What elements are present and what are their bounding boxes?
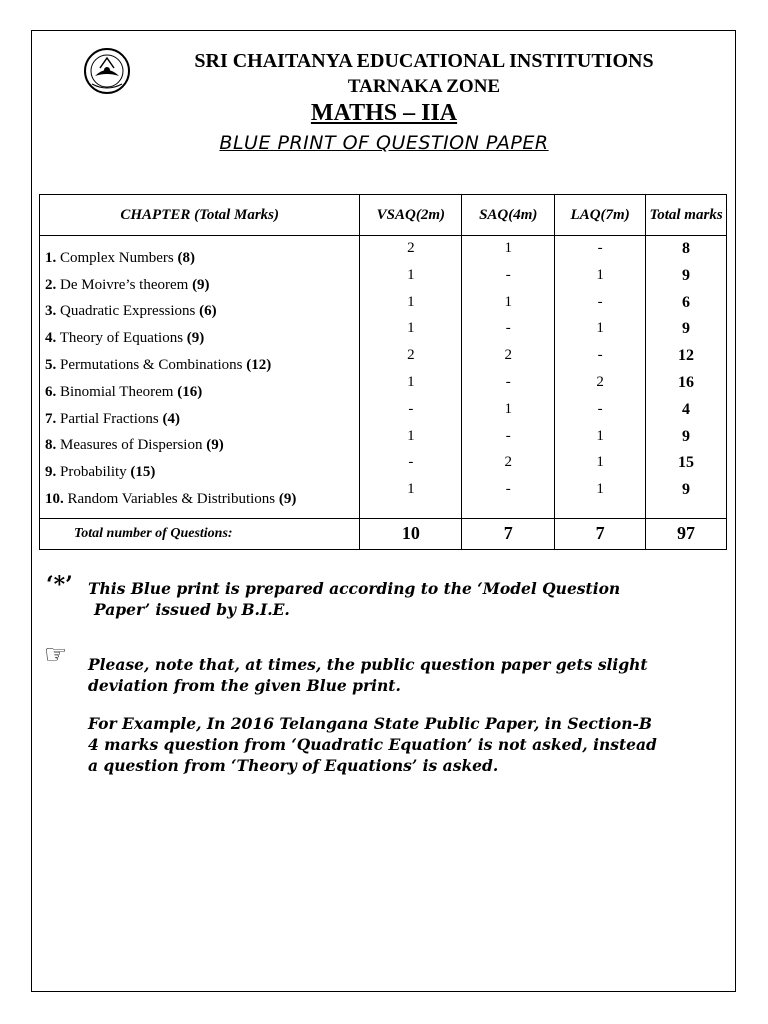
total-marks-cell: 9 [646,481,727,508]
chapter-name: Theory of Equations [56,330,187,347]
note-1-line-2: Paper’ issued by B.I.E. [94,600,290,619]
chapter-number: 10. [45,490,64,507]
vsaq-cell: - [360,401,462,428]
laq-cell: 1 [555,428,646,455]
table-row [40,236,727,267]
chapter-cell [40,454,360,481]
vsaq-header: VSAQ(2m) [360,195,462,236]
total-marks: 97 [646,518,727,549]
chapter-name: Partial Fractions [56,410,163,427]
blueprint-table [39,194,727,550]
total-marks-header: Total marks [646,195,727,236]
chapter-name: Complex Numbers [56,249,178,266]
table-row [40,267,727,294]
chapter-cell [40,428,360,455]
institution-name: SRI CHAITANYA EDUCATIONAL INSTITUTIONS [194,50,654,72]
total-vsaq: 10 [360,518,462,549]
note-2 [88,654,648,696]
saq-cell: 1 [462,294,555,321]
chapter-marks: (9) [206,437,224,454]
saq-header: SAQ(4m) [462,195,555,236]
chapter-marks: (9) [278,490,297,507]
saq-cell: 2 [462,454,555,481]
chapter-marks: (12) [246,356,272,373]
vsaq-cell: 2 [360,236,462,267]
total-marks-cell: 9 [646,267,727,294]
chapter-marks: (6) [199,303,217,320]
vsaq-cell: 1 [360,428,462,455]
laq-cell: - [555,294,646,321]
total-marks-cell: 8 [646,236,727,267]
chapter-number: 1. [45,249,57,266]
chapter-number: 8. [45,437,57,454]
total-marks-cell: 4 [646,401,727,428]
chapter-number: 2. [45,276,57,293]
chapter-cell [40,236,360,267]
asterisk-symbol: ‘*’ [46,572,73,598]
pointing-hand-icon: ☞ [44,640,68,670]
table-row [40,374,727,401]
chapter-cell [40,401,360,428]
total-label: Total number of Questions: [40,518,360,549]
laq-cell: - [555,236,646,267]
zone-name: TARNAKA ZONE [347,76,501,97]
saq-cell: 2 [462,347,555,374]
saq-cell: - [462,428,555,455]
vsaq-cell: 1 [360,481,462,508]
table-row [40,294,727,321]
note-2-line-1: Please, note that, at times, the public question paper gets slight [88,655,648,674]
note-3-line-3: a question from ‘Theory of Equations’ is asked. [88,756,499,775]
chapter-marks: (4) [162,410,180,427]
note-1 [88,578,620,620]
saq-cell: - [462,267,555,294]
total-marks-cell: 9 [646,320,727,347]
chapter-number: 9. [45,464,57,481]
note-3-line-1: For Example, In 2016 Telangana State Public Paper, in Section-B [88,714,653,733]
vsaq-cell: 1 [360,294,462,321]
saq-cell: - [462,320,555,347]
chapter-cell [40,267,360,294]
total-marks-cell: 15 [646,454,727,481]
chapter-marks: (15) [130,464,156,481]
note-2-line-2: deviation from the given Blue print. [88,676,401,695]
chapter-number: 5. [45,356,57,373]
chapter-name: Quadratic Expressions [56,303,200,320]
total-marks-cell: 6 [646,294,727,321]
chapter-cell [40,320,360,347]
saq-cell: 1 [462,401,555,428]
laq-cell: 1 [555,320,646,347]
total-marks-cell: 12 [646,347,727,374]
table-header-row [40,195,727,236]
vsaq-cell: 2 [360,347,462,374]
total-saq: 7 [462,518,555,549]
chapter-cell [40,374,360,401]
chapter-header: CHAPTER (Total Marks) [40,195,360,236]
note-3 [88,713,657,776]
laq-cell: 2 [555,374,646,401]
total-marks-cell: 16 [646,374,727,401]
chapter-marks: (16) [177,383,203,400]
note-3-line-2: 4 marks question from ‘Quadratic Equation’ is not asked, instead [88,735,657,754]
chapter-name: Binomial Theorem [56,383,178,400]
subject-title: MATHS – IIA [310,100,458,126]
total-row [40,518,727,549]
chapter-name: De Moivre’s theorem [56,276,193,293]
document-title: BLUE PRINT OF QUESTION PAPER [219,132,549,154]
chapter-name: Measures of Dispersion [56,437,207,454]
laq-cell: - [555,401,646,428]
saq-cell: - [462,481,555,508]
table-row [40,454,727,481]
chapter-number: 3. [45,303,57,320]
vsaq-cell: - [360,454,462,481]
vsaq-cell: 1 [360,374,462,401]
table-row [40,481,727,508]
chapter-name: Permutations & Combinations [56,356,247,373]
vsaq-cell: 1 [360,320,462,347]
chapter-number: 6. [45,383,57,400]
chapter-cell [40,347,360,374]
chapter-cell [40,294,360,321]
laq-cell: 1 [555,481,646,508]
chapter-name: Random Variables & Distributions [63,490,279,507]
table-row [40,347,727,374]
chapter-number: 4. [45,330,57,347]
chapter-name: Probability [56,464,131,481]
chapter-marks: (8) [177,249,195,266]
vsaq-cell: 1 [360,267,462,294]
chapter-marks: (9) [192,276,210,293]
laq-cell: 1 [555,454,646,481]
total-laq: 7 [555,518,646,549]
saq-cell: - [462,374,555,401]
chapter-marks: (9) [186,330,205,347]
laq-header: LAQ(7m) [555,195,646,236]
chapter-number: 7. [45,410,57,427]
saq-cell: 1 [462,236,555,267]
table-row [40,401,727,428]
note-1-line-1: This Blue print is prepared according to the ‘Model Question [88,579,621,598]
laq-cell: - [555,347,646,374]
chapter-cell [40,481,360,508]
total-marks-cell: 9 [646,428,727,455]
laq-cell: 1 [555,267,646,294]
table-row [40,428,727,455]
table-row [40,320,727,347]
